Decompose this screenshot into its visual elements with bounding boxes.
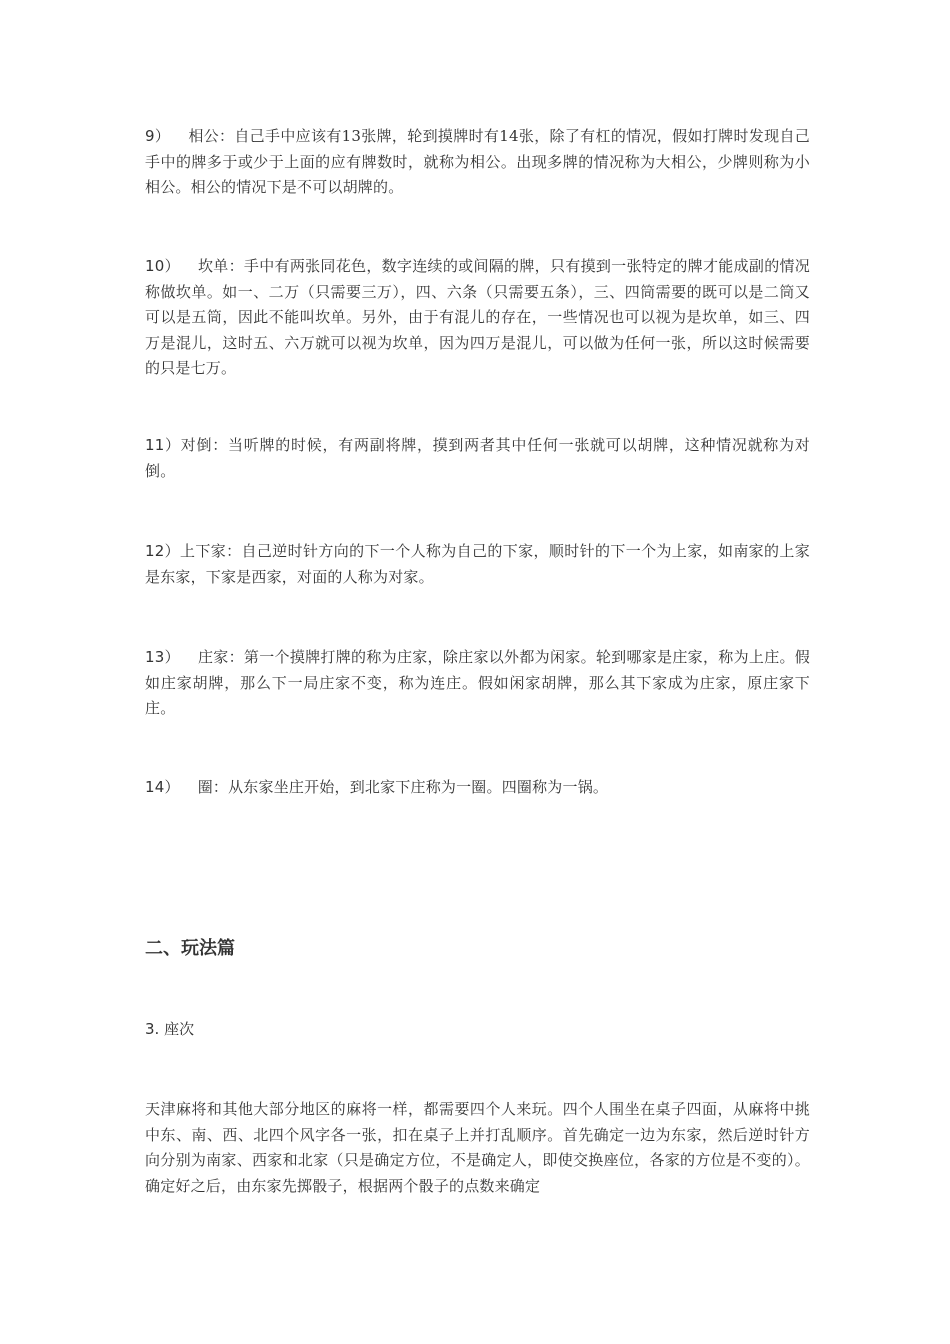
term-number: 14）	[145, 778, 180, 796]
term-number: 13）	[145, 648, 180, 666]
document-page	[145, 0, 810, 1344]
term-item-9	[145, 124, 810, 201]
term-number: 12）	[145, 542, 181, 560]
term-item-10	[145, 254, 810, 382]
term-text: 上下家：自己逆时针方向的下一个人称为自己的下家，顺时针的下一个为上家，如南家的上家是东家，下家是西家，对面的人称为对家。	[145, 542, 810, 586]
term-item-11	[145, 433, 810, 484]
term-item-13	[145, 645, 810, 722]
term-number: 10）	[145, 257, 180, 275]
term-text: 相公：自己手中应该有13张牌，轮到摸牌时有14张，除了有杠的情况，假如打牌时发现自己手中的牌多于或少于上面的应有牌数时，就称为相公。出现多牌的情况称为大相公，少牌则称为小相公。相公的情况下是不可以胡牌的。	[145, 127, 811, 196]
term-item-14	[145, 775, 810, 801]
term-text: 坎单：手中有两张同花色，数字连续的或间隔的牌，只有摸到一张特定的牌才能成副的情况称做坎单。如一、二万（只需要三万），四、六条（只需要五条），三、四筒需要的既可以是二筒又可以是五筒，因此不能叫坎单。另外，由于有混儿的存在，一些情况也可以视为是坎单，如三、四万是混儿，这时五、六万就可以视为坎单，因为四万是混儿，可以做为任何一张，所以这时候需要的只是七万。	[145, 257, 811, 377]
subsection-title: 座次	[164, 1020, 195, 1038]
term-text: 庄家：第一个摸牌打牌的称为庄家，除庄家以外都为闲家。轮到哪家是庄家，称为上庄。假如庄家胡牌，那么下一局庄家不变，称为连庄。假如闲家胡牌，那么其下家成为庄家，原庄家下庄。	[145, 648, 811, 717]
term-number: 9）	[145, 127, 171, 145]
term-number: 11）	[145, 436, 181, 454]
section-heading: 二、玩法篇	[145, 938, 235, 959]
term-text: 圈：从东家坐庄开始，到北家下庄称为一圈。四圈称为一锅。	[197, 778, 609, 796]
body-paragraph: 天津麻将和其他大部分地区的麻将一样，都需要四个人来玩。四个人围坐在桌子四面，从麻将中挑中东、南、西、北四个风字各一张，扣在桌子上并打乱顺序。首先确定一边为东家，然后逆时针方向分别为南家、西家和北家（只是确定方位，不是确定人，即使交换座位，各家的方位是不变的）。确定好之后，由东家先掷骰子，根据两个骰子的点数来确定	[145, 1100, 810, 1195]
subsection-heading	[145, 1016, 810, 1042]
term-text: 对倒：当听牌的时候，有两副将牌，摸到两者其中任何一张就可以胡牌，这种情况就称为对倒。	[145, 436, 810, 480]
subsection-number: 3.	[145, 1020, 160, 1038]
term-item-12	[145, 539, 810, 590]
